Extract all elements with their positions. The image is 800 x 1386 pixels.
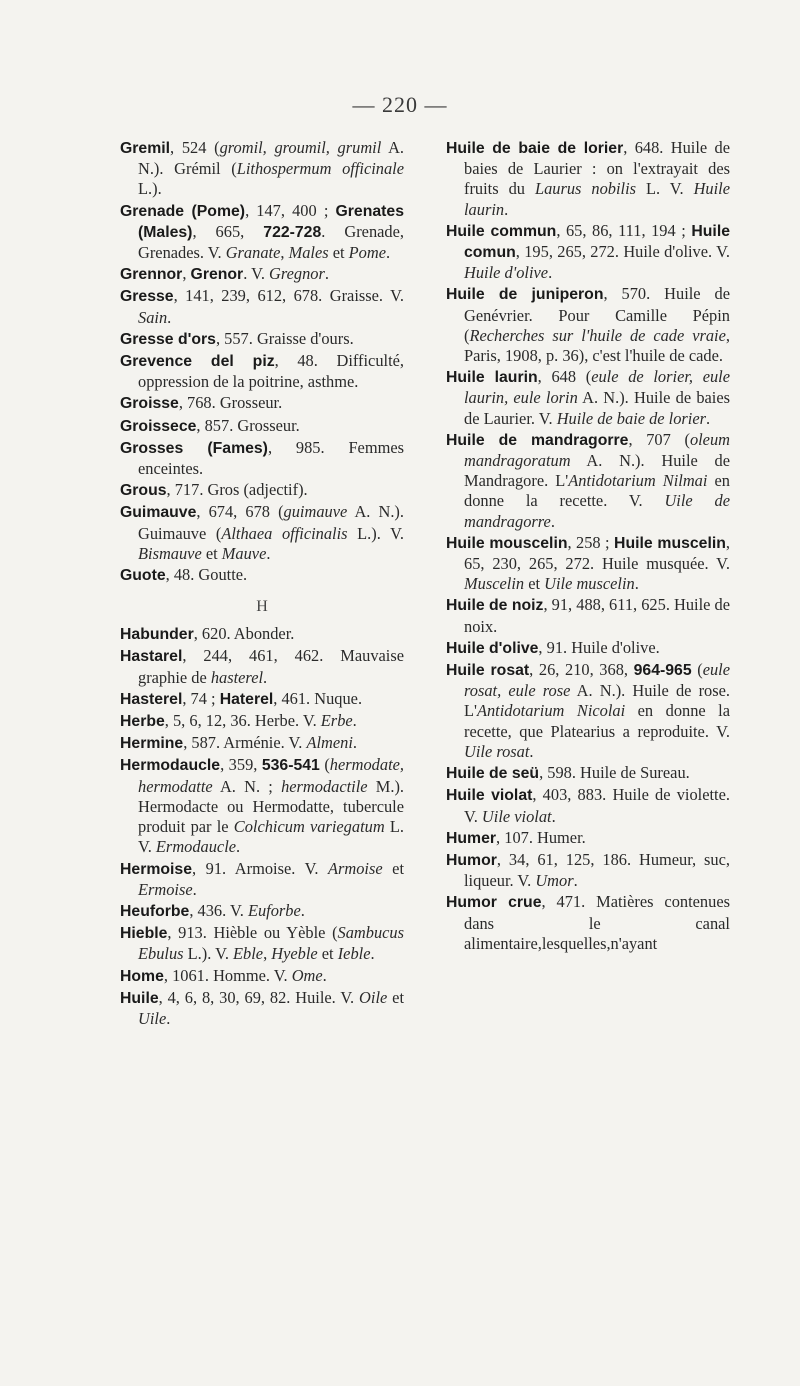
entry-text: , 65, 86, 111, 194 ; — [556, 220, 692, 240]
entry-italic-text: Huile d'olive — [464, 263, 549, 283]
entry-text: . — [166, 1008, 171, 1028]
entry-italic-text: Recherches sur l'huile de cade vraie — [469, 325, 726, 345]
entry-italic-text: Eble — [233, 944, 264, 964]
entry-bold-text: 722-728 — [263, 223, 322, 241]
entry-text: , 91, 488, 611, 625. Huile de noix. — [464, 595, 731, 636]
entry-text: A. N.). Grémil ( — [138, 138, 404, 179]
entry-text: et — [387, 987, 404, 1007]
entry-headword: Huile de baie de lorier — [446, 140, 624, 157]
index-entry — [446, 533, 730, 595]
entry-text: . — [300, 900, 305, 920]
index-entry — [446, 138, 730, 220]
entry-text: , — [182, 264, 191, 284]
entry-text: L.). — [138, 179, 162, 199]
entry-italic-text: hasterel — [210, 667, 264, 687]
entry-italic-text: Bismauve — [138, 543, 202, 563]
index-entry — [120, 438, 404, 479]
entry-text: . — [550, 511, 555, 531]
entry-text: , 74 ; — [182, 688, 220, 708]
index-entry — [120, 711, 404, 732]
index-entry — [120, 755, 404, 857]
entry-text: , 107. Humer. — [496, 827, 586, 847]
index-entry — [120, 351, 404, 392]
entry-headword: Huile d'olive — [446, 639, 539, 657]
entry-text: . — [324, 264, 329, 284]
index-entry — [120, 502, 404, 564]
entry-italic-text: Antidotarium Nicolai — [476, 701, 626, 721]
entry-text: L. V. — [138, 817, 404, 857]
entry-headword: Hieble — [120, 925, 168, 943]
entry-headword: Humer — [446, 829, 497, 847]
entry-text: , 195, 265, 272. Huile d'olive. V. — [515, 242, 730, 262]
entry-headword: Groisse — [120, 395, 179, 413]
left-column — [120, 138, 404, 1030]
entry-text: . V. — [243, 264, 270, 284]
entry-text: . — [352, 733, 357, 753]
entry-italic-text: Uile — [138, 1008, 167, 1028]
entry-headword: Huile de seü — [446, 765, 540, 783]
index-entry — [120, 733, 404, 754]
entry-italic-text: eule rosat, eule rose — [464, 660, 731, 701]
entry-text: , 665, — [192, 221, 264, 241]
entry-text: L.). V. — [347, 523, 404, 543]
entry-headword: Hermoise — [120, 860, 192, 878]
entry-text: , 147, 400 ; — [245, 200, 336, 220]
entry-headword: Gremil — [120, 140, 171, 157]
entry-headword: Huile rosat — [446, 662, 530, 680]
entry-italic-text: Gregnor — [269, 264, 325, 284]
entry-text: . — [504, 199, 509, 219]
entry-text: en donne la recette, que Platearius a reproduite. V. — [464, 701, 730, 741]
entry-text: , 48. Difficulté, oppression de la poitrine, asthme. — [138, 351, 404, 392]
entry-headword: Heuforbe — [120, 902, 190, 920]
entry-bold-text: Huile muscelin — [614, 534, 726, 552]
entry-text: , 707 ( — [628, 429, 690, 449]
entry-italic-text: Sain — [138, 307, 168, 327]
entry-text: , 141, 239, 612, 678. Graisse. V. — [173, 286, 404, 306]
entry-text: A. N.). Huile de Mandragore. L' — [464, 451, 730, 491]
entry-text: A. N. ; — [212, 776, 282, 796]
entry-text: , 471. Matières contenues dans le canal alimentaire,lesquelles,n'ayant — [464, 892, 730, 953]
entry-headword: Humor crue — [446, 894, 542, 912]
entry-italic-text: Ieble — [337, 944, 371, 964]
entry-text: M.). Hermodacte ou Hermodatte, tubercule produit par le — [138, 776, 404, 837]
entry-text: , — [280, 243, 289, 263]
entry-headword: Guote — [120, 567, 166, 585]
entry-headword: Huile de mandragorre — [446, 431, 629, 449]
entry-text: , 648. Huile de baies de Laurier : on l'extrayait des fruits du — [464, 138, 730, 199]
entry-italic-text: Uile de mandragorre — [464, 491, 730, 531]
entry-bold-text: Grenates (Males) — [138, 202, 404, 241]
entry-text: L.). V. — [183, 944, 234, 964]
entry-text: , 436. V. — [189, 900, 248, 920]
entry-italic-text: Ome — [291, 965, 323, 985]
entry-headword: Grosses (Fames) — [120, 439, 268, 457]
index-entry — [120, 393, 404, 414]
entry-text: en donne la recette. V. — [464, 471, 730, 511]
entry-text: ( — [691, 660, 703, 680]
entry-text: , 403, 883. Huile de violette. V. — [464, 785, 730, 826]
index-entry — [446, 850, 730, 891]
entry-headword: Grous — [120, 482, 167, 500]
index-entry — [120, 624, 404, 645]
entry-text: , Paris, 1908, p. 36), c'est l'huile de cade. — [464, 325, 730, 366]
entry-italic-text: Uile rosat — [464, 741, 530, 761]
entry-headword: Huile violat — [446, 787, 533, 805]
page-number: — 220 — — [352, 92, 448, 117]
entry-text: , 1061. Homme. V. — [163, 965, 292, 985]
index-entry — [120, 859, 404, 900]
entry-text: , 26, 210, 368, — [529, 660, 634, 680]
entry-italic-text: Colchicum variegatum — [233, 817, 385, 837]
index-entry — [446, 430, 730, 532]
index-entry — [120, 901, 404, 922]
entry-italic-text: Althaea officinalis — [221, 523, 348, 543]
index-entry — [446, 892, 730, 954]
entry-headword: Huile de noiz — [446, 597, 544, 615]
entry-headword: Guimauve — [120, 504, 197, 522]
entry-headword: Hasterel — [120, 690, 183, 708]
entry-text: , 985. Femmes enceintes. — [138, 437, 404, 479]
index-entry — [446, 367, 730, 429]
entry-text: . — [266, 543, 271, 563]
entry-headword: Humor — [446, 851, 497, 869]
entry-text: . — [385, 243, 391, 263]
entry-headword: Huile de juniperon — [446, 286, 604, 304]
entry-headword: Hermine — [120, 735, 184, 753]
entry-italic-text: Umor — [535, 871, 574, 891]
entry-headword: Grenade (Pome) — [120, 202, 246, 220]
right-column — [446, 138, 730, 1030]
index-entry — [446, 660, 730, 762]
entry-text: , 524 ( — [170, 138, 220, 157]
entry-italic-text: guimauve — [283, 502, 348, 522]
entry-italic-text: Ermoise — [138, 879, 193, 899]
entry-italic-text: hermodate, hermodatte — [138, 755, 404, 796]
entry-text: . — [167, 307, 172, 327]
entry-text: , 570. Huile de Genévrier. Pour Camille Pépin ( — [464, 284, 730, 345]
entry-text: , 913. Hièble ou Yèble ( — [167, 923, 338, 943]
entry-text: , 674, 678 ( — [196, 502, 284, 522]
entry-italic-text: Ermodaucle — [155, 837, 237, 857]
index-entry — [446, 221, 730, 284]
entry-headword: Groissece — [120, 417, 197, 435]
entry-text: . Grenade, Grenades. V. — [138, 221, 404, 263]
entry-italic-text: hermodactile — [281, 776, 368, 796]
entry-italic-text: Erbe — [320, 711, 353, 731]
entry-bold-text: Huile comun — [464, 222, 730, 262]
entry-italic-text: Granate — [225, 243, 281, 263]
entry-text: . — [706, 408, 711, 428]
entry-italic-text: Almeni — [306, 733, 353, 753]
entry-text: . — [352, 711, 357, 731]
index-entry — [446, 638, 730, 659]
index-entry — [120, 138, 404, 200]
entry-text: , 648 ( — [537, 367, 592, 387]
entry-text: et — [524, 574, 545, 594]
entry-headword: Home — [120, 967, 164, 985]
entry-headword: Grevence del piz — [120, 353, 275, 371]
entry-text: . — [370, 944, 375, 964]
entry-text: , 4, 6, 8, 30, 69, 82. Huile. V. — [158, 987, 360, 1007]
entry-italic-text: Huile de baie de lorier — [556, 408, 707, 428]
entry-headword: Hermodaucle — [120, 757, 221, 775]
entry-text: et — [317, 944, 338, 964]
index-entry — [120, 329, 404, 350]
entry-headword: Gresse d'ors — [120, 330, 216, 348]
entry-italic-text: Pome — [348, 243, 386, 263]
index-entry — [446, 284, 730, 366]
entry-text: , 857. Grosseur. — [196, 415, 300, 435]
entry-text: A. N.). Huile de rose. L' — [464, 681, 730, 721]
index-entry — [120, 966, 404, 987]
entry-text: L. V. — [636, 179, 694, 199]
entry-italic-text: Sambucus Ebulus — [138, 923, 404, 964]
section-letter: H — [256, 598, 268, 616]
index-entry — [446, 785, 730, 826]
entry-italic-text: Hyeble — [271, 944, 318, 964]
entry-bold-text: 536-541 — [261, 757, 320, 775]
entry-italic-text: Uile violat — [481, 806, 552, 826]
entry-text: , 91. Armoise. V. — [192, 858, 328, 878]
entry-text: , 244, 461, 462. Mauvaise graphie de — [138, 646, 404, 687]
entry-text: , 5, 6, 12, 36. Herbe. V. — [164, 711, 321, 731]
entry-text: , 587. Arménie. V. — [183, 733, 307, 753]
entry-text: . — [551, 806, 556, 826]
index-entry — [120, 988, 404, 1029]
entry-headword: Herbe — [120, 713, 165, 731]
entry-italic-text: Muscelin — [464, 574, 525, 594]
entry-text: , 717. Gros (adjectif). — [166, 480, 308, 500]
index-columns — [120, 138, 730, 1030]
entry-text: A. N.). Huile de baies de Laurier. V. — [464, 388, 730, 428]
entry-text: , 48. Goutte. — [165, 565, 248, 585]
entry-headword: Huile — [120, 989, 159, 1007]
entry-italic-text: Huile laurin — [464, 179, 730, 219]
index-entry — [120, 201, 404, 264]
index-entry — [120, 923, 404, 964]
entry-bold-text: Grenor — [190, 266, 244, 284]
index-entry — [446, 763, 730, 784]
entry-text: . — [548, 263, 553, 283]
entry-italic-text: oleum mandragoratum — [464, 429, 730, 471]
index-entry — [120, 565, 404, 586]
entry-headword: Habunder — [120, 626, 194, 644]
entry-italic-text: Euforbe — [247, 900, 301, 920]
entry-italic-text: gromil, groumil, grumil — [219, 138, 382, 157]
entry-text: . — [634, 574, 639, 594]
entry-italic-text: Armoise — [327, 858, 383, 878]
entry-text: , 91. Huile d'olive. — [538, 637, 660, 657]
entry-text: , 359, — [220, 755, 262, 775]
entry-italic-text: Lithospermum officinale — [236, 159, 404, 179]
entry-text: ( — [319, 755, 330, 775]
index-entry — [120, 264, 404, 285]
index-entry — [120, 480, 404, 501]
entry-headword: Gresse — [120, 288, 174, 306]
index-entry — [446, 595, 730, 636]
entry-text: et — [328, 243, 349, 263]
entry-italic-text: Antidotarium Nilmai — [568, 471, 708, 491]
entry-headword: Huile commun — [446, 222, 557, 240]
entry-text: . — [573, 871, 578, 891]
index-entry — [120, 416, 404, 437]
entry-text: , 65, 230, 265, 272. Huile musquée. V. — [464, 532, 730, 574]
entry-text: . — [192, 879, 197, 899]
entry-headword: Huile mouscelin — [446, 534, 568, 552]
entry-headword: Hastarel — [120, 648, 183, 666]
entry-italic-text: Oile — [359, 987, 388, 1007]
entry-text: , 598. Huile de Sureau. — [539, 763, 690, 783]
entry-text: A. N.). Guimauve ( — [138, 502, 404, 543]
entry-italic-text: Mauve — [221, 543, 267, 563]
index-entry — [120, 646, 404, 687]
entry-italic-text: Laurus nobilis — [534, 179, 637, 199]
entry-text: . — [529, 741, 534, 761]
entry-text: , 557. Graisse d'ours. — [215, 328, 354, 348]
entry-bold-text: 964-965 — [633, 662, 692, 680]
entry-headword: Grennor — [120, 266, 183, 284]
index-entry — [120, 286, 404, 327]
entry-text: , 34, 61, 125, 186. Humeur, suc, liqueur. V. — [464, 849, 730, 891]
entry-text: , 768. Grosseur. — [178, 393, 283, 413]
entry-italic-text: eule de lorier, eule laurin, eule lorin — [464, 367, 730, 408]
index-entry — [446, 828, 730, 849]
entry-italic-text: Uile muscelin — [544, 574, 635, 594]
entry-headword: Huile laurin — [446, 369, 538, 387]
entry-text: . — [263, 667, 268, 687]
entry-bold-text: Haterel — [219, 690, 274, 708]
entry-text: et — [382, 858, 404, 878]
entry-text: , 461. Nuque. — [273, 688, 363, 708]
entry-italic-text: Males — [288, 243, 329, 263]
entry-text: , — [263, 944, 272, 964]
entry-text: et — [201, 543, 222, 563]
entry-text: , 620. Abonder. — [193, 624, 295, 644]
entry-text: , 258 ; — [567, 532, 615, 552]
entry-text: . — [236, 837, 241, 857]
index-entry — [120, 689, 404, 710]
entry-text: . — [322, 965, 327, 985]
